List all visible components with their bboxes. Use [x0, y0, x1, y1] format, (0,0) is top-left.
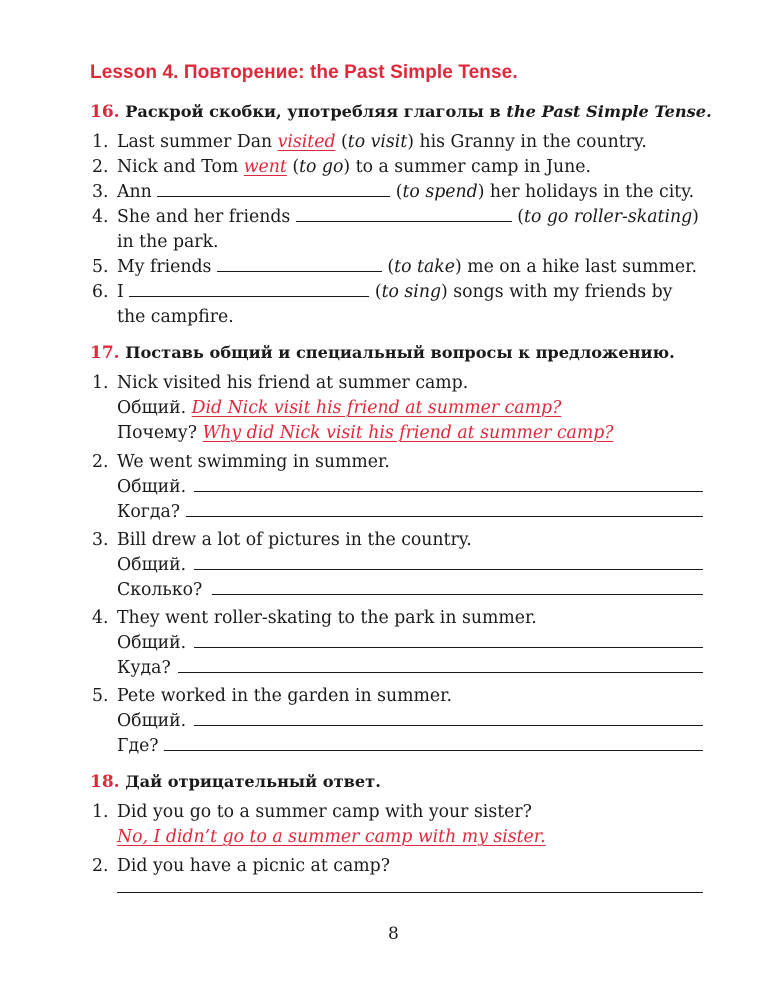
item-number: 2.: [92, 856, 109, 876]
exercise-instruction: Дай отрицательный ответ.: [125, 772, 381, 791]
question-label: Где?: [117, 736, 159, 756]
answer-blank[interactable]: [217, 256, 382, 272]
item-text: Ann: [117, 182, 158, 202]
answer-line[interactable]: [194, 725, 703, 726]
item-sentence: Pete worked in the garden in summer.: [117, 686, 452, 706]
item-number: 6.: [92, 282, 109, 302]
answer-text: went: [243, 157, 287, 177]
answer-line[interactable]: [178, 672, 703, 673]
answer-line[interactable]: [194, 569, 703, 570]
answer-line[interactable]: [194, 647, 703, 648]
question-label: Общий.: [117, 633, 187, 653]
item-text: I: [117, 282, 130, 302]
item-number: 4.: [92, 608, 109, 628]
instruction-term: the Past Simple Tense.: [506, 102, 712, 121]
item-question: Did you go to a summer camp with your sister?: [117, 802, 532, 822]
item-number: 2.: [92, 157, 109, 177]
verb-hint: to visit: [347, 132, 408, 152]
item-text: ) me on a hike last summer.: [454, 257, 697, 277]
item-question: Did you have a picnic at camp?: [117, 856, 390, 876]
item-continuation: the campfire.: [117, 307, 234, 327]
item-text: Last summer Dan: [117, 132, 278, 152]
item-number: 1.: [92, 802, 109, 822]
question-label: Общий.: [117, 711, 187, 731]
item-number: 3.: [92, 530, 109, 550]
item-sentence: We went swimming in summer.: [117, 452, 390, 472]
item-text: (: [511, 207, 525, 227]
item-sentence: They went roller-skating to the park in summer.: [117, 608, 537, 628]
answer-line[interactable]: [186, 516, 703, 517]
negative-answer: [117, 826, 546, 848]
verb-hint: to sing: [381, 282, 442, 302]
item-number: 2.: [92, 452, 109, 472]
item-number: 5.: [92, 257, 109, 277]
exercise-number: 16.: [90, 102, 120, 122]
question-label: Сколько?: [117, 580, 203, 600]
item-number: 1.: [92, 132, 109, 152]
question-label: Общий.: [117, 555, 187, 575]
answer-text: No, I didn’t go to a summer camp with my sister.: [117, 827, 546, 847]
answer-line[interactable]: [194, 491, 703, 492]
item-text: (: [335, 132, 348, 152]
item-text: (: [286, 157, 300, 177]
item-continuation: in the park.: [117, 232, 219, 252]
item-text: (: [390, 182, 403, 202]
answer-line[interactable]: [117, 892, 703, 893]
answer-line[interactable]: [164, 750, 703, 751]
exercise-number: 17.: [90, 343, 120, 363]
question-label: Общий.: [117, 398, 187, 418]
item-number: 3.: [92, 182, 109, 202]
item-text: (: [381, 257, 395, 277]
item-sentence: Bill drew a lot of pictures in the country.: [117, 530, 472, 550]
item-text: ) to a summer camp in June.: [343, 157, 592, 177]
verb-hint: to spend: [402, 182, 478, 202]
answer-text: Why did Nick visit his friend at summer camp?: [202, 423, 614, 443]
item-text: My friends: [117, 257, 217, 277]
item-number: 1.: [92, 373, 109, 393]
exercise-17-heading: [90, 343, 675, 363]
question-label: Общий.: [117, 477, 187, 497]
item-sentence: Nick visited his friend at summer camp.: [117, 373, 469, 393]
exercise-instruction: Поставь общий и специальный вопросы к предложению.: [125, 343, 675, 362]
answer-text: visited: [277, 132, 336, 152]
question-label: Куда?: [117, 658, 171, 678]
verb-hint: to take: [394, 257, 455, 277]
general-question-row: [117, 397, 561, 419]
lesson-title: Lesson 4. Повторение: the Past Simple Tense.: [90, 62, 518, 83]
page-number: 8: [388, 924, 399, 944]
item-text: ) his Granny in the country.: [407, 132, 647, 152]
item-number: 4.: [92, 207, 109, 227]
item-text: ) songs with my friends by: [441, 282, 673, 302]
verb-hint: to go roller-skating: [524, 207, 693, 227]
question-label: Когда?: [117, 502, 181, 522]
question-label: Почему?: [117, 423, 198, 443]
verb-hint: to go: [299, 157, 344, 177]
answer-blank[interactable]: [129, 281, 369, 297]
item-text: ) her holidays in the city.: [477, 182, 695, 202]
answer-line[interactable]: [212, 594, 703, 595]
special-question-row: [117, 422, 614, 444]
item-text: She and her friends: [117, 207, 296, 227]
answer-blank[interactable]: [157, 181, 390, 197]
exercise-number: 18.: [90, 772, 120, 792]
exercise-instruction: Раскрой скобки, употребляя глаголы в: [125, 102, 507, 121]
item-text: ): [692, 207, 699, 227]
answer-text: Did Nick visit his friend at summer camp?: [191, 398, 562, 418]
item-number: 5.: [92, 686, 109, 706]
exercise-18-heading: [90, 772, 381, 792]
item-text: (: [369, 282, 382, 302]
exercise-16-heading: [90, 102, 712, 122]
answer-blank[interactable]: [296, 206, 512, 222]
item-text: Nick and Tom: [117, 157, 244, 177]
